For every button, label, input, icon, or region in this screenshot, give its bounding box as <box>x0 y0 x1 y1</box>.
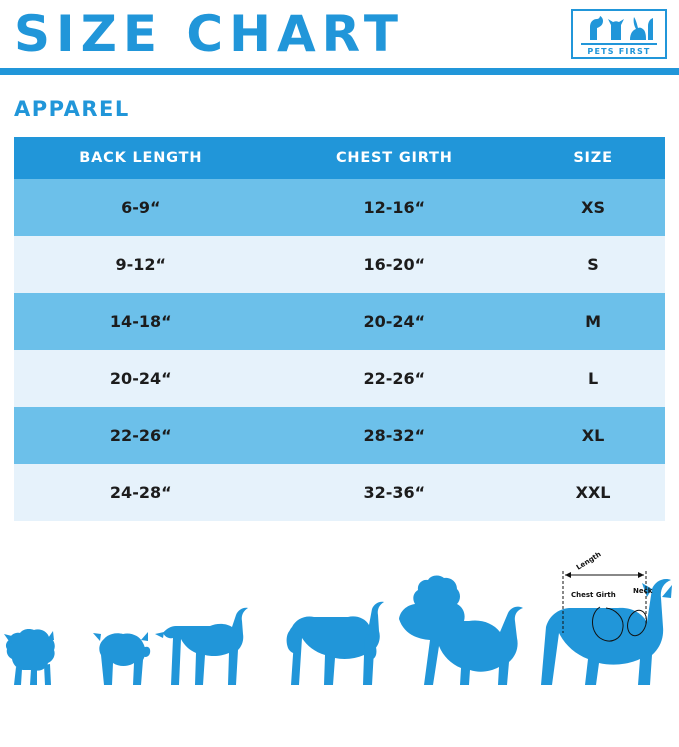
page-header <box>0 0 679 68</box>
column-header-size: SIZE <box>521 137 665 179</box>
page-title: SIZE CHART <box>14 5 405 63</box>
dog-silhouette-xs <box>4 629 55 685</box>
dog-silhouette-xl <box>399 576 523 685</box>
logo-text: PETS FIRST <box>587 46 651 56</box>
column-header-chest-girth: CHEST GIRTH <box>268 137 522 179</box>
table-row <box>14 236 665 293</box>
brand-logo <box>571 9 667 59</box>
cell-size: M <box>521 293 665 350</box>
label-length: Length <box>574 550 603 572</box>
dog-silhouette-l <box>287 602 384 685</box>
cell-back-length: 14-18“ <box>14 293 268 350</box>
label-chest-girth: Chest Girth <box>571 591 616 599</box>
cell-chest-girth: 22-26“ <box>268 350 522 407</box>
table-row <box>14 179 665 236</box>
cell-back-length: 6-9“ <box>14 179 268 236</box>
cell-chest-girth: 32-36“ <box>268 464 522 521</box>
dog-silhouette-m <box>155 608 248 685</box>
cell-back-length: 20-24“ <box>14 350 268 407</box>
cell-size: XL <box>521 407 665 464</box>
cell-size: L <box>521 350 665 407</box>
cell-back-length: 9-12“ <box>14 236 268 293</box>
dog-silhouette-s <box>93 632 150 685</box>
header-rule <box>0 68 679 75</box>
cell-chest-girth: 20-24“ <box>268 293 522 350</box>
section-title: APPAREL <box>14 97 130 121</box>
cell-size: XXL <box>521 464 665 521</box>
cell-back-length: 22-26“ <box>14 407 268 464</box>
table-row <box>14 350 665 407</box>
cell-size: S <box>521 236 665 293</box>
cell-chest-girth: 12-16“ <box>268 179 522 236</box>
table-row <box>14 464 665 521</box>
column-header-back-length: BACK LENGTH <box>14 137 268 179</box>
table-header-row <box>14 137 665 179</box>
label-neck: Neck <box>633 587 653 595</box>
cell-chest-girth: 28-32“ <box>268 407 522 464</box>
cell-chest-girth: 16-20“ <box>268 236 522 293</box>
table-row <box>14 293 665 350</box>
cell-back-length: 24-28“ <box>14 464 268 521</box>
dog-size-illustration <box>0 535 679 695</box>
cell-size: XS <box>521 179 665 236</box>
logo-animals-icon <box>584 15 654 41</box>
logo-divider <box>581 43 657 45</box>
table-row <box>14 407 665 464</box>
size-table <box>14 137 665 521</box>
